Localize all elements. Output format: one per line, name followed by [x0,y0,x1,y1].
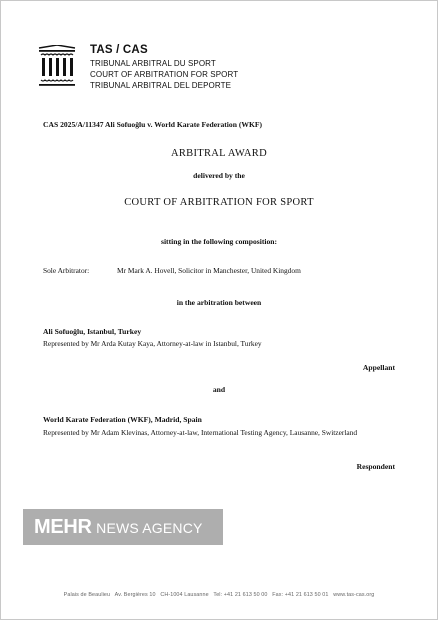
institution-header [90,45,238,91]
appellant-name: Ali Sofuoğlu, Istanbul, Turkey [43,327,142,336]
appellant-role: Appellant [362,363,395,372]
arbitration-between: in the arbitration between [176,298,262,307]
page-footer: Palais de Beaulieu Av. Bergières 10 CH-1004 Lausanne Tel: +41 21 613 50 00 Fax: +41 21 613 50 01 www.tas-cas.org [63,592,375,598]
columns-logo-icon [38,45,76,89]
respondent-representation: Represented by Mr Adam Klevinas, Attorney-at-law, International Testing Agency, Lausanne, Switzerland [43,428,358,437]
watermark-rest: NEWS AGENCY [96,520,203,536]
header-line-en: COURT OF ARBITRATION FOR SPORT [90,70,239,79]
and-separator: and [212,385,226,394]
sole-arbitrator-label: Sole Arbitrator: [43,266,90,275]
composition-heading: sitting in the following composition: [160,237,278,246]
news-agency-watermark [23,509,223,545]
court-name: COURT OF ARBITRATION FOR SPORT [124,197,314,208]
award-title: ARBITRAL AWARD [170,148,267,159]
appellant-representation: Represented by Mr Arda Kutay Kaya, Attorney-at-law in Istanbul, Turkey [43,339,262,348]
header-line-es: TRIBUNAL ARBITRAL DEL DEPORTE [90,81,232,90]
watermark-bold: MEHR [34,516,92,538]
respondent-role: Respondent [356,462,395,471]
sole-arbitrator-value: Mr Mark A. Hovell, Solicitor in Manchester, United Kingdom [117,266,301,275]
delivered-by: delivered by the [193,171,245,180]
brand-title: TAS / CAS [90,44,148,56]
respondent-name: World Karate Federation (WKF), Madrid, Spain [43,415,202,424]
case-reference: CAS 2025/A/11347 Ali Sofuoğlu v. World Karate Federation (WKF) [43,120,263,129]
header-line-fr: TRIBUNAL ARBITRAL DU SPORT [90,59,216,68]
